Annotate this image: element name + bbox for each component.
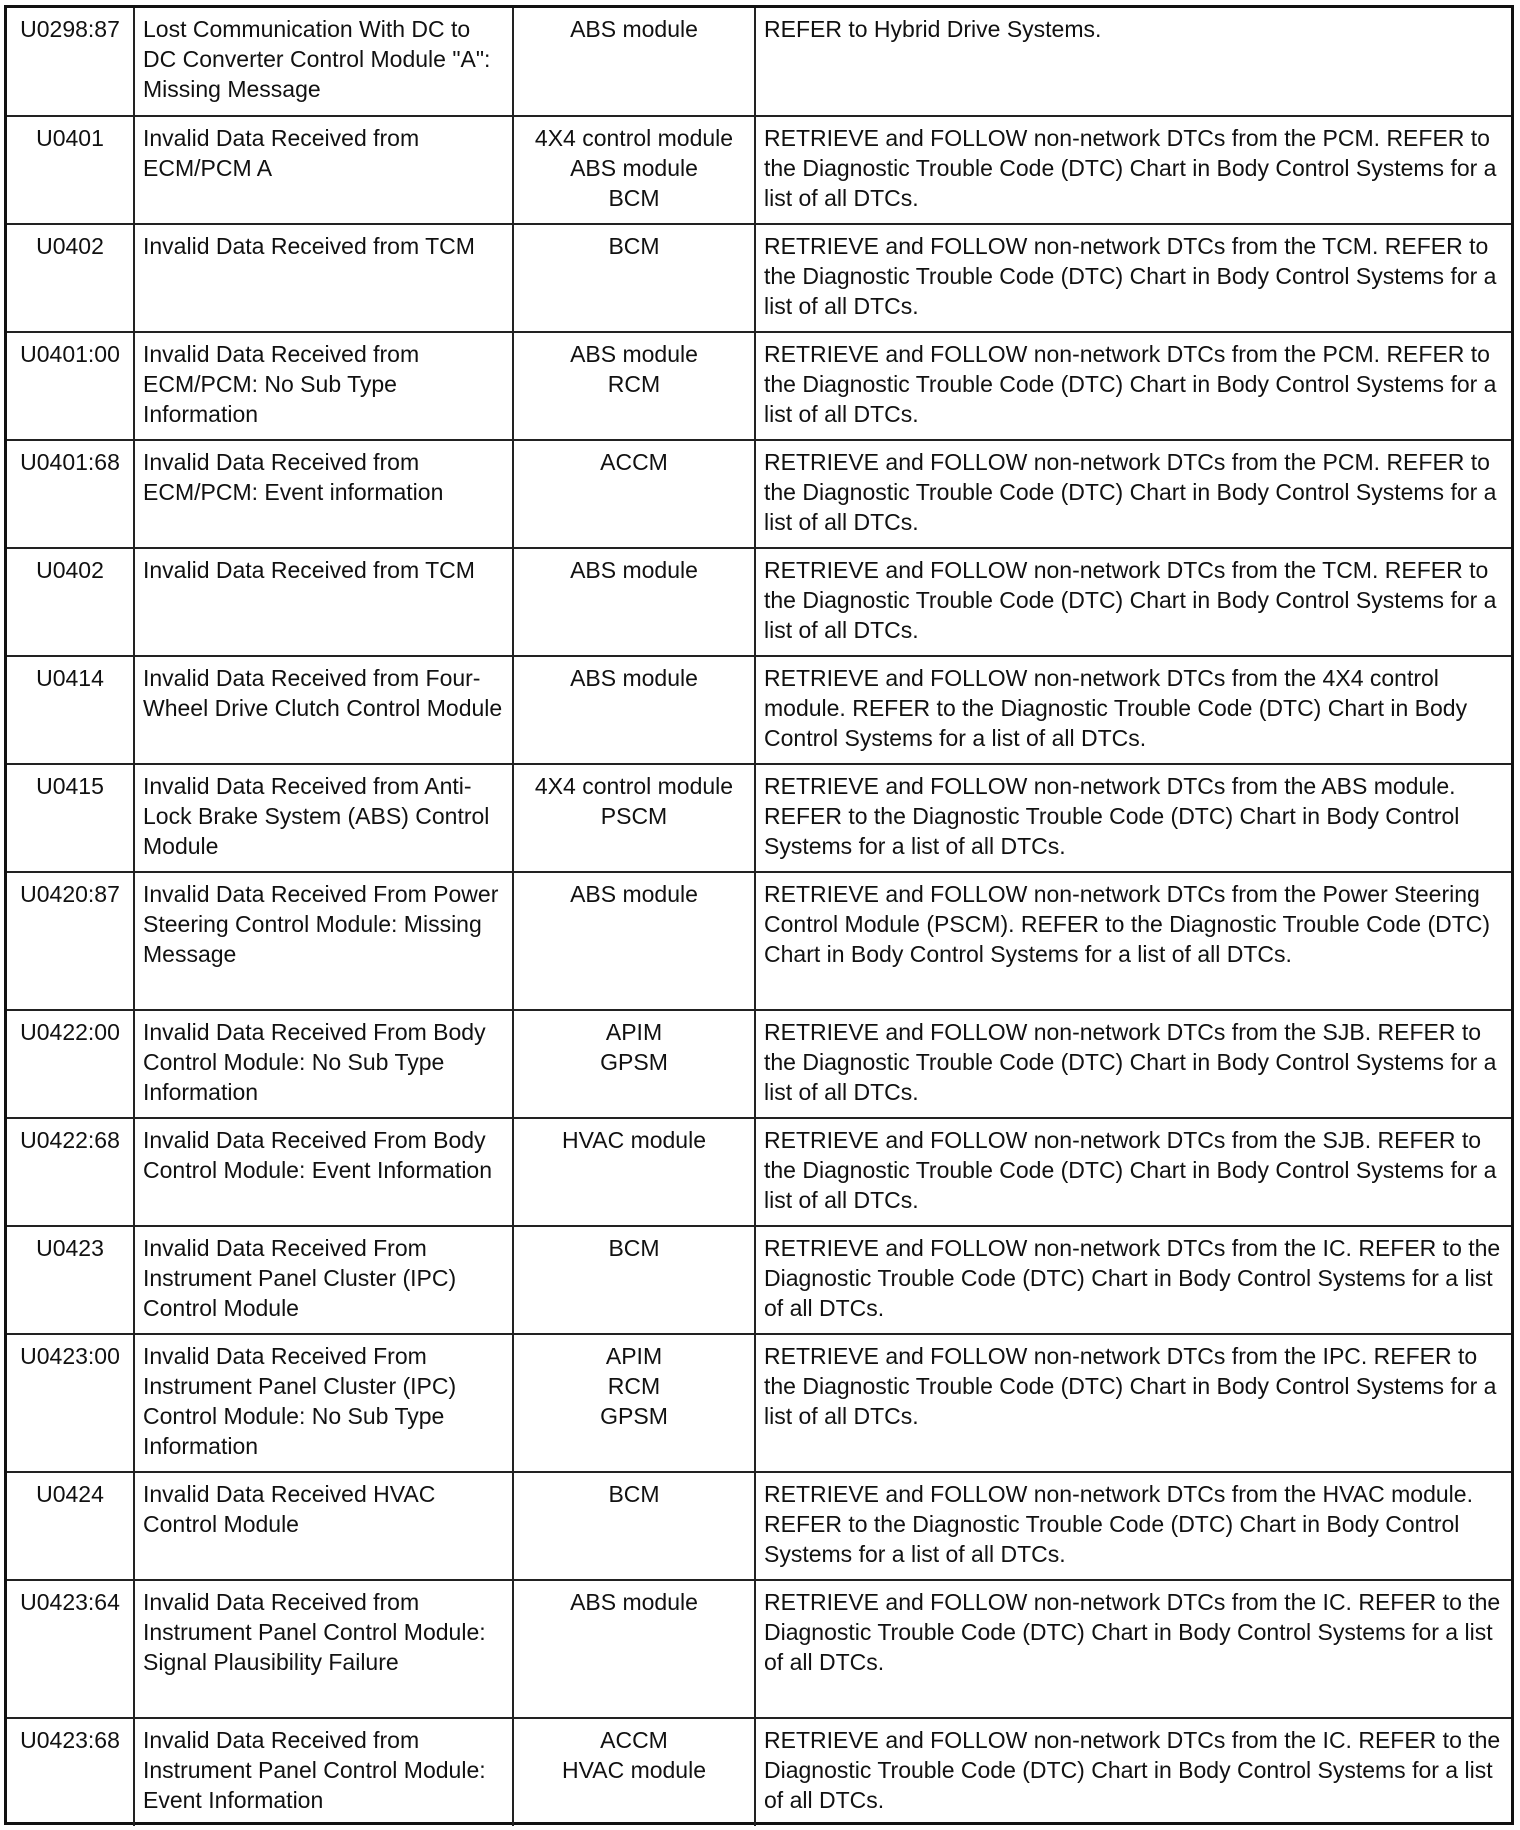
table-row: [7, 116, 1511, 224]
dtc-modules-cell: [513, 332, 755, 440]
dtc-description-cell: Invalid Data Received from ECM/PCM A: [134, 116, 513, 224]
table-row: [7, 440, 1511, 548]
module-name: ACCM: [600, 449, 668, 475]
dtc-description-cell: Invalid Data Received from Instrument Panel Control Module: Event Information: [134, 1718, 513, 1826]
table-row: [7, 1118, 1511, 1226]
module-name: ABS module: [570, 16, 698, 42]
dtc-description-cell: Invalid Data Received From Power Steering Control Module: Missing Message: [134, 872, 513, 1010]
module-name: ABS module: [570, 341, 698, 367]
dtc-action-cell: REFER to Hybrid Drive Systems.: [755, 8, 1511, 116]
dtc-description-cell: Invalid Data Received from Four-Wheel Drive Clutch Control Module: [134, 656, 513, 764]
table-row: [7, 1226, 1511, 1334]
module-name: ABS module: [570, 1589, 698, 1615]
module-name: APIM: [605, 1343, 663, 1369]
module-name: BCM: [608, 233, 660, 259]
dtc-code-cell: U0420:87: [7, 872, 134, 1010]
dtc-action-cell: RETRIEVE and FOLLOW non-network DTCs from the PCM. REFER to the Diagnostic Trouble Code (DTC) Chart in Body Control Systems for a list of all DTCs.: [755, 440, 1511, 548]
dtc-action-cell: RETRIEVE and FOLLOW non-network DTCs from the IC. REFER to the Diagnostic Trouble Code (DTC) Chart in Body Control Systems for a list of all DTCs.: [755, 1580, 1511, 1718]
module-name: ABS module: [570, 557, 698, 583]
dtc-action-cell: RETRIEVE and FOLLOW non-network DTCs from the IC. REFER to the Diagnostic Trouble Code (DTC) Chart in Body Control Systems for a list of all DTCs.: [755, 1718, 1511, 1826]
dtc-description-cell: Invalid Data Received from ECM/PCM: No Sub Type Information: [134, 332, 513, 440]
dtc-modules-cell: [513, 1580, 755, 1718]
module-name: PSCM: [600, 803, 668, 829]
dtc-action-cell: RETRIEVE and FOLLOW non-network DTCs from the PCM. REFER to the Diagnostic Trouble Code (DTC) Chart in Body Control Systems for a list of all DTCs.: [755, 332, 1511, 440]
module-name: ABS module: [570, 665, 698, 691]
dtc-modules-cell: [513, 872, 755, 1010]
module-name: GPSM: [600, 1049, 668, 1075]
dtc-modules-cell: [513, 8, 755, 116]
module-name: RCM: [607, 1373, 661, 1399]
dtc-code-cell: U0422:00: [7, 1010, 134, 1118]
module-name: RCM: [607, 371, 661, 397]
dtc-action-cell: RETRIEVE and FOLLOW non-network DTCs from the ABS module. REFER to the Diagnostic Trouble Code (DTC) Chart in Body Control Systems for a list of all DTCs.: [755, 764, 1511, 872]
dtc-action-cell: RETRIEVE and FOLLOW non-network DTCs from the SJB. REFER to the Diagnostic Trouble Code (DTC) Chart in Body Control Systems for a list of all DTCs.: [755, 1118, 1511, 1226]
dtc-code-cell: U0401: [7, 116, 134, 224]
dtc-action-cell: RETRIEVE and FOLLOW non-network DTCs from the SJB. REFER to the Diagnostic Trouble Code (DTC) Chart in Body Control Systems for a list of all DTCs.: [755, 1010, 1511, 1118]
dtc-code-cell: U0415: [7, 764, 134, 872]
dtc-action-cell: RETRIEVE and FOLLOW non-network DTCs from the TCM. REFER to the Diagnostic Trouble Code (DTC) Chart in Body Control Systems for a list of all DTCs.: [755, 224, 1511, 332]
dtc-code-cell: U0401:68: [7, 440, 134, 548]
dtc-action-cell: RETRIEVE and FOLLOW non-network DTCs from the Power Steering Control Module (PSCM). REFER to the Diagnostic Trouble Code (DTC) Chart in Body Control Systems for a list of all DTCs.: [755, 872, 1511, 1010]
dtc-code-cell: U0423:68: [7, 1718, 134, 1826]
module-name: BCM: [608, 1235, 660, 1261]
dtc-modules-cell: [513, 224, 755, 332]
dtc-action-cell: RETRIEVE and FOLLOW non-network DTCs from the HVAC module. REFER to the Diagnostic Trouble Code (DTC) Chart in Body Control Systems for a list of all DTCs.: [755, 1472, 1511, 1580]
dtc-description-cell: Lost Communication With DC to DC Converter Control Module "A": Missing Message: [134, 8, 513, 116]
dtc-modules-cell: [513, 1118, 755, 1226]
dtc-modules-cell: [513, 1334, 755, 1472]
module-name: ABS module: [570, 881, 698, 907]
module-name: ABS module: [570, 155, 698, 181]
module-name: HVAC module: [561, 1757, 707, 1783]
dtc-modules-cell: [513, 1472, 755, 1580]
dtc-description-cell: Invalid Data Received From Body Control Module: Event Information: [134, 1118, 513, 1226]
module-name: APIM: [605, 1019, 663, 1045]
dtc-action-cell: RETRIEVE and FOLLOW non-network DTCs from the 4X4 control module. REFER to the Diagnostic Trouble Code (DTC) Chart in Body Control Systems for a list of all DTCs.: [755, 656, 1511, 764]
dtc-description-cell: Invalid Data Received From Instrument Panel Cluster (IPC) Control Module: [134, 1226, 513, 1334]
module-name: BCM: [608, 185, 660, 211]
table-row: [7, 1010, 1511, 1118]
dtc-code-cell: U0298:87: [7, 8, 134, 116]
dtc-modules-cell: [513, 1718, 755, 1826]
dtc-action-cell: RETRIEVE and FOLLOW non-network DTCs from the IC. REFER to the Diagnostic Trouble Code (DTC) Chart in Body Control Systems for a list of all DTCs.: [755, 1226, 1511, 1334]
table-row: [7, 1718, 1511, 1826]
dtc-modules-cell: [513, 656, 755, 764]
dtc-description-cell: Invalid Data Received HVAC Control Module: [134, 1472, 513, 1580]
dtc-code-cell: U0424: [7, 1472, 134, 1580]
table-row: [7, 1472, 1511, 1580]
dtc-modules-cell: [513, 116, 755, 224]
dtc-description-cell: Invalid Data Received from ECM/PCM: Event information: [134, 440, 513, 548]
dtc-code-cell: U0423: [7, 1226, 134, 1334]
dtc-code-cell: U0423:00: [7, 1334, 134, 1472]
dtc-description-cell: Invalid Data Received from Instrument Panel Control Module: Signal Plausibility Failure: [134, 1580, 513, 1718]
dtc-table-body: [7, 8, 1511, 1826]
dtc-description-cell: Invalid Data Received from TCM: [134, 224, 513, 332]
dtc-modules-cell: [513, 1010, 755, 1118]
table-row: [7, 656, 1511, 764]
dtc-code-cell: U0402: [7, 548, 134, 656]
module-name: ACCM: [600, 1727, 668, 1753]
dtc-action-cell: RETRIEVE and FOLLOW non-network DTCs from the IPC. REFER to the Diagnostic Trouble Code (DTC) Chart in Body Control Systems for a list of all DTCs.: [755, 1334, 1511, 1472]
table-row: [7, 8, 1511, 116]
module-name: 4X4 control module: [534, 125, 734, 151]
dtc-code-cell: U0414: [7, 656, 134, 764]
table-row: [7, 872, 1511, 1010]
module-name: BCM: [608, 1481, 660, 1507]
dtc-table: [7, 8, 1511, 1826]
dtc-description-cell: Invalid Data Received from Anti-Lock Brake System (ABS) Control Module: [134, 764, 513, 872]
dtc-modules-cell: [513, 440, 755, 548]
dtc-description-cell: Invalid Data Received From Body Control Module: No Sub Type Information: [134, 1010, 513, 1118]
module-name: HVAC module: [561, 1127, 707, 1153]
dtc-modules-cell: [513, 1226, 755, 1334]
dtc-code-cell: U0401:00: [7, 332, 134, 440]
table-row: [7, 1334, 1511, 1472]
table-row: [7, 1580, 1511, 1718]
dtc-action-cell: RETRIEVE and FOLLOW non-network DTCs from the PCM. REFER to the Diagnostic Trouble Code (DTC) Chart in Body Control Systems for a list of all DTCs.: [755, 116, 1511, 224]
table-row: [7, 224, 1511, 332]
table-row: [7, 548, 1511, 656]
dtc-modules-cell: [513, 548, 755, 656]
table-row: [7, 332, 1511, 440]
dtc-code-cell: U0402: [7, 224, 134, 332]
dtc-description-cell: Invalid Data Received From Instrument Panel Cluster (IPC) Control Module: No Sub Type Information: [134, 1334, 513, 1472]
dtc-action-cell: RETRIEVE and FOLLOW non-network DTCs from the TCM. REFER to the Diagnostic Trouble Code (DTC) Chart in Body Control Systems for a list of all DTCs.: [755, 548, 1511, 656]
table-row: [7, 764, 1511, 872]
dtc-code-cell: U0422:68: [7, 1118, 134, 1226]
dtc-table-container: [4, 5, 1514, 1825]
dtc-modules-cell: [513, 764, 755, 872]
module-name: GPSM: [600, 1403, 668, 1429]
dtc-description-cell: Invalid Data Received from TCM: [134, 548, 513, 656]
dtc-code-cell: U0423:64: [7, 1580, 134, 1718]
module-name: 4X4 control module: [534, 773, 734, 799]
